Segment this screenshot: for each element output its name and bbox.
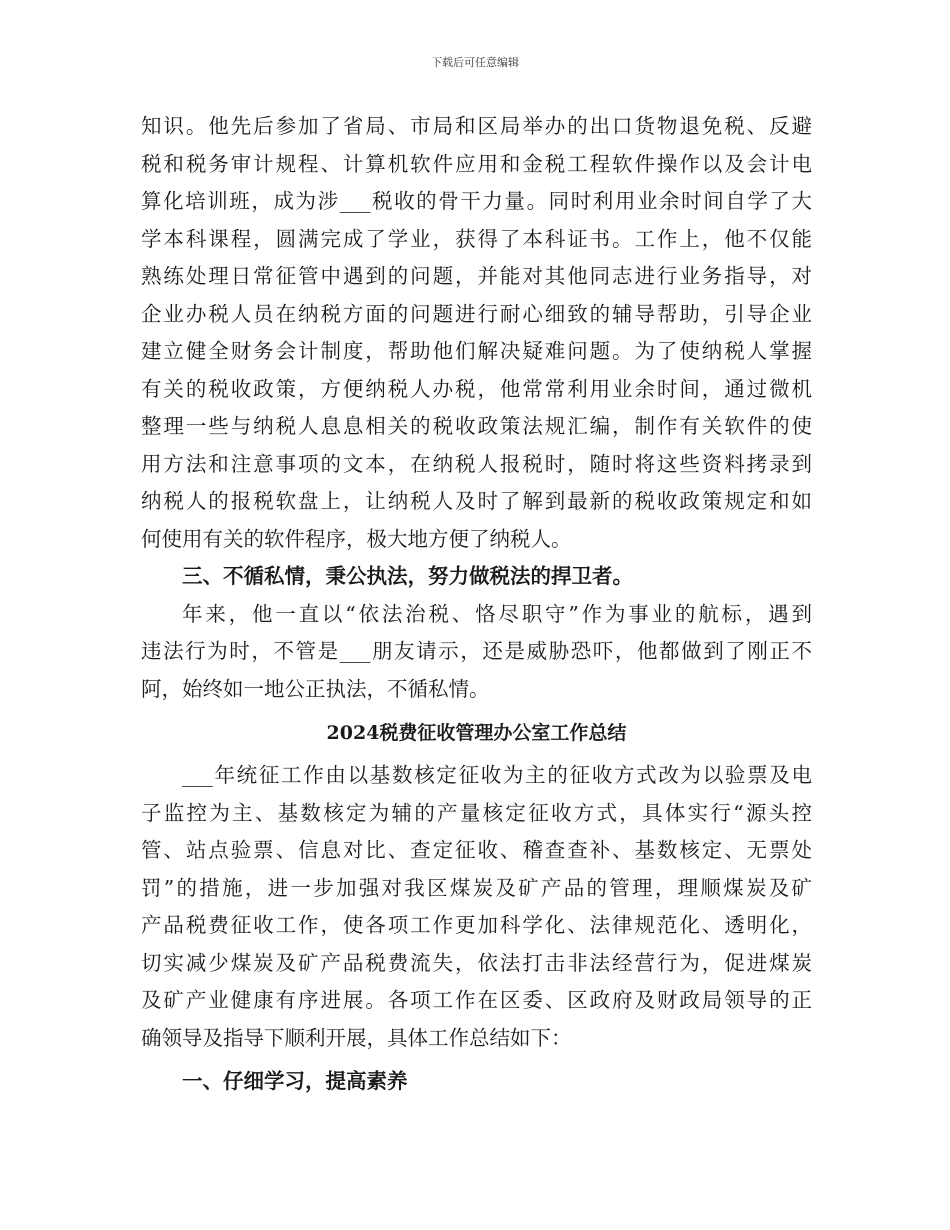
- document-title: 2024税费征收管理办公室工作总结: [326, 722, 627, 744]
- paragraph-line: 罚”的措施，进一步加强对我区煤炭及矿产品的管理，理顺煤炭及矿: [141, 875, 812, 900]
- paragraph-line: 知识。他先后参加了省局、市局和区局举办的出口货物退免税、反避: [141, 114, 812, 138]
- paragraph-line: 熟练处理日常征管中遇到的问题，并能对其他同志进行业务指导，对: [141, 264, 812, 288]
- section-heading: 一、仔细学习，提高素养: [182, 1069, 408, 1093]
- document-body: [141, 108, 812, 1101]
- paragraph-line: 年来，他一直以“依法治税、恪尽职守”作为事业的航标，遇到: [182, 601, 812, 626]
- paragraph-line: ___年统征工作由以基数核定征收为主的征收方式改为以验票及电: [182, 763, 812, 787]
- paragraph-line: 企业办税人员在纳税方面的问题进行耐心细致的辅导帮助，引导企业: [141, 301, 812, 326]
- paragraph-line: 建立健全财务会计制度，帮助他们解决疑难问题。为了使纳税人掌握: [141, 339, 812, 363]
- paragraph-line: 产品税费征收工作，使各项工作更加科学化、法律规范化、透明化，: [141, 913, 812, 937]
- section-heading: 三、不循私情，秉公执法，努力做税法的捍卫者。: [182, 564, 633, 588]
- paragraph-line: 整理一些与纳税人息息相关的税收政策法规汇编，制作有关软件的使: [141, 414, 812, 438]
- paragraph-line: 确领导及指导下顺利开展，具体工作总结如下：: [141, 1025, 572, 1050]
- paragraph-line: 算化培训班，成为涉___税收的骨干力量。同时利用业余时间自学了大: [141, 189, 812, 213]
- paragraph-line: 有关的税收政策，方便纳税人办税，他常常利用业余时间，通过微机: [141, 376, 812, 401]
- paragraph-line: 违法行为时，不管是___朋友请示，还是威胁恐吓，他都做到了刚正不: [141, 639, 812, 663]
- paragraph-line: 纳税人的报税软盘上，让纳税人及时了解到最新的税收政策规定和如: [141, 489, 812, 513]
- paragraph-line: 及矿产业健康有序进展。各项工作在区委、区政府及财政局领导的正: [141, 988, 812, 1012]
- paragraph-line: 学本科课程，圆满完成了学业，获得了本科证书。工作上，他不仅能: [141, 226, 812, 251]
- paragraph-line: 子监控为主、基数核定为辅的产量核定征收方式，具体实行“源头控: [141, 800, 812, 825]
- paragraph-line: 阿，始终如一地公正执法，不循私情。: [141, 676, 490, 701]
- paragraph-line: 税和税务审计规程、计算机软件应用和金税工程软件操作以及会计电: [141, 151, 812, 176]
- page-header: 下载后可任意编辑: [431, 56, 519, 69]
- paragraph-line: 管、站点验票、信息对比、查定征收、稽查查补、基数核定、无票处: [141, 838, 812, 862]
- paragraph-line: 何使用有关的软件程序，极大地方便了纳税人。: [141, 526, 572, 551]
- paragraph-line: 切实减少煤炭及矿产品税费流失，依法打击非法经营行为，促进煤炭: [141, 950, 812, 975]
- paragraph-line: 用方法和注意事项的文本，在纳税人报税时，随时将这些资料拷录到: [141, 451, 812, 476]
